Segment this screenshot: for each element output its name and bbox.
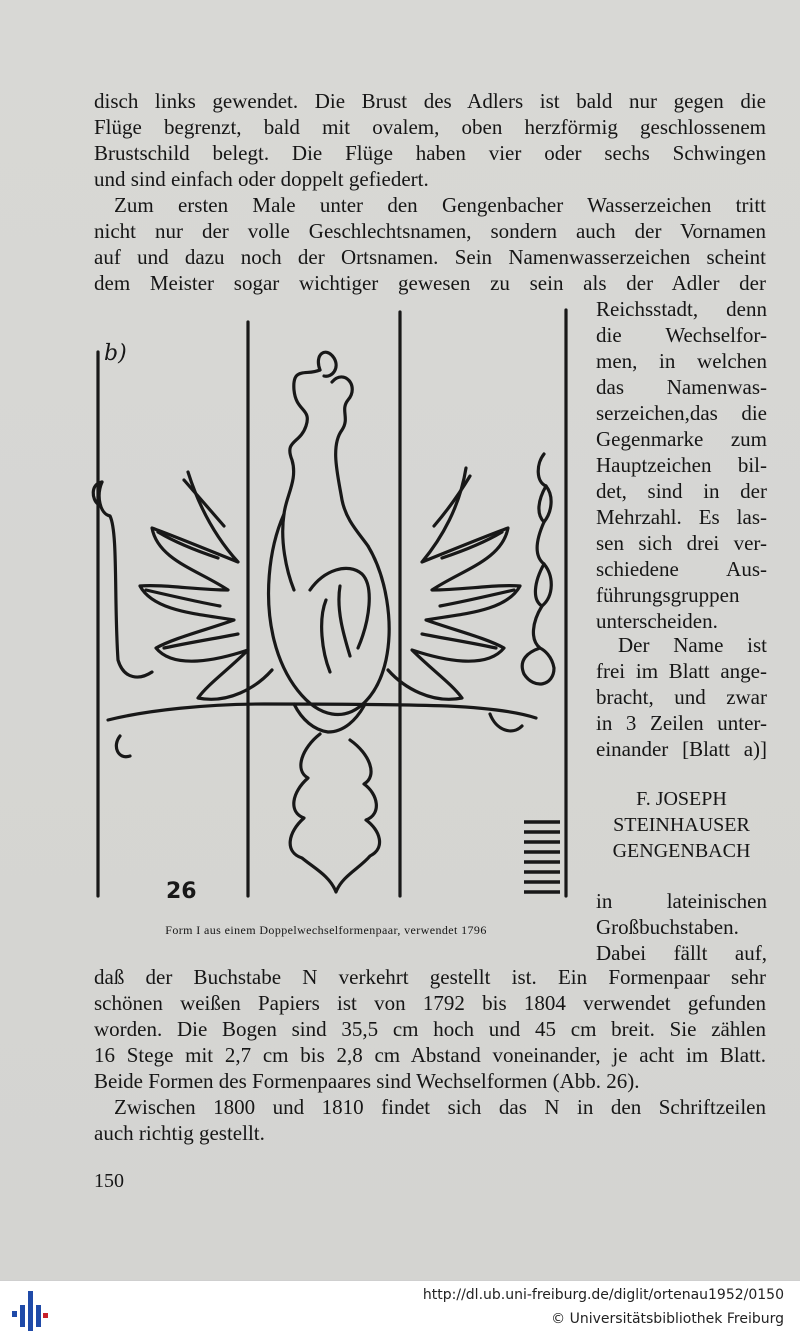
side-text-line: das Namenwas- [596, 375, 767, 399]
figure-label-b: b) [104, 341, 127, 366]
ub-freiburg-logo-icon [10, 1289, 50, 1333]
text-line: 16 Stege mit 2,7 cm bis 2,8 cm Abstand voneinander, je acht im Blatt. [94, 1043, 766, 1067]
side-text-line: die Wechselfor- [596, 323, 767, 347]
text-line: Zwischen 1800 und 1810 findet sich das N in den Schriftzeilen [114, 1095, 766, 1119]
figure-caption: Form I aus einem Doppelwechselformenpaar, verwendet 1796 [165, 923, 487, 937]
side-text-line: Reichsstadt, denn [596, 297, 767, 321]
side-text-line: führungsgruppen [596, 583, 740, 607]
side-text-line: unterscheiden. [596, 609, 718, 633]
right-chain-links [542, 486, 551, 606]
text-line: worden. Die Bogen sind 35,5 cm hoch und 45 cm breit. Sie zählen [94, 1017, 766, 1041]
text-line: auf und dazu noch der Ortsnamen. Sein Namenwasserzeichen scheint [94, 245, 766, 269]
side-text-line: sen sich drei ver- [596, 531, 767, 555]
side-text-line: Der Name ist [618, 633, 767, 657]
document-url-link[interactable]: http://dl.ub.uni-freiburg.de/diglit/ortenau1952/0150 [422, 1287, 784, 1303]
text-line: Beide Formen des Formenpaares sind Wechselformen (Abb. 26). [94, 1069, 640, 1093]
text-line: und sind einfach oder doppelt gefiedert. [94, 167, 429, 191]
breast-shield [310, 568, 369, 672]
side-text-line: in lateinischen [596, 889, 767, 913]
side-text-line: Dabei fällt auf, [596, 941, 767, 965]
side-text-line: Gegenmarke zum [596, 427, 767, 451]
page-number: 150 [94, 1170, 124, 1192]
side-text-line: det, sind in der [596, 479, 767, 503]
side-text-line: schiedene Aus- [596, 557, 767, 581]
text-line: Flüge begrenzt, bald mit ovalem, oben herzförmig geschlossenem [94, 115, 766, 139]
left-pole [99, 482, 152, 677]
text-line: Zum ersten Male unter den Gengenbacher Wasserzeichen tritt [114, 193, 766, 217]
eagle-head [318, 352, 368, 546]
figure-number: 26 [166, 879, 197, 904]
text-line: disch links gewendet. Die Brust des Adlers ist bald nur gegen die [94, 89, 766, 113]
text-line: daß der Buchstabe N verkehrt gestellt ist. Ein Formenpaar sehr [94, 965, 766, 989]
name-block-line: F. JOSEPH [636, 788, 727, 810]
watermark-eagle-figure [88, 300, 584, 912]
copyright-text: © Universitätsbibliothek Freiburg [551, 1311, 784, 1327]
side-text-line: Großbuchstaben. [596, 915, 739, 939]
eagle-breast [269, 514, 390, 714]
text-line: Brustschild belegt. Die Flüge haben vier oder sechs Schwingen [94, 141, 766, 165]
side-text-line: men, in welchen [596, 349, 767, 373]
side-text-line: serzeichen,das die [596, 401, 767, 425]
text-line: schönen weißen Papiers ist von 1792 bis 1804 verwendet gefunden [94, 991, 766, 1015]
side-text-line: frei im Blatt ange- [596, 659, 767, 683]
eagle-neck [283, 370, 320, 590]
side-text-line: Mehrzahl. Es las- [596, 505, 767, 529]
text-line: auch richtig gestellt. [94, 1121, 265, 1145]
text-line: dem Meister sogar wichtiger gewesen zu sein als der Adler der [94, 271, 766, 295]
side-text-line: einander [Blatt a)] [596, 737, 767, 761]
side-text-line: Hauptzeichen bil- [596, 453, 767, 477]
footer-bar [0, 1280, 800, 1337]
name-block-line: GENGENBACH [612, 840, 751, 862]
name-block-line: STEINHAUSER [613, 814, 750, 836]
side-text-line: in 3 Zeilen unter- [596, 711, 767, 735]
eagle-tail [290, 734, 379, 892]
name-block-bars [524, 822, 560, 892]
side-text-line: bracht, und zwar [596, 685, 767, 709]
eagle-tail-top [294, 704, 364, 732]
text-line: nicht nur der volle Geschlechtsnamen, sondern auch der Vornamen [94, 219, 766, 243]
